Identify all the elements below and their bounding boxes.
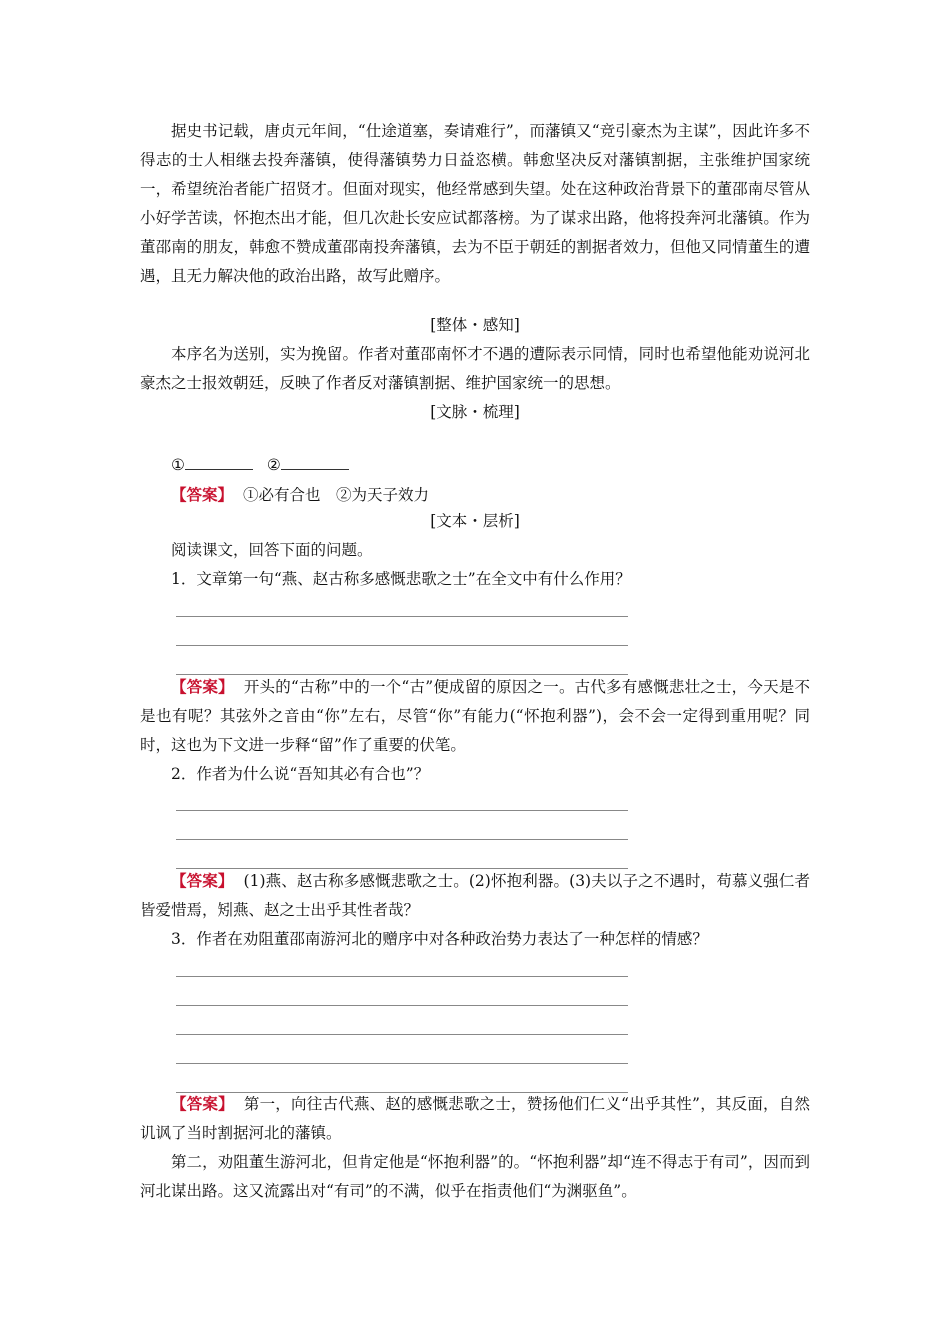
answer-lines-2 xyxy=(140,782,810,869)
answer-line xyxy=(176,948,628,977)
structure-answer-text: ①必有合也 ②为天子效力 xyxy=(243,486,430,504)
question-1: 1．文章第一句“燕、赵古称多感慨悲歌之士”在全文中有什么作用？ xyxy=(171,570,631,588)
overview-text: 本序名为送别，实为挽留。作者对董邵南怀才不遇的遭际表示同情，同时也希望他能劝说河北豪杰之士报效朝廷，反映了作者反对藩镇割据、维护国家统一的思想。 xyxy=(140,345,810,392)
answer-line xyxy=(176,840,628,869)
answer-tag: 【答案】 xyxy=(171,871,234,890)
answer-line xyxy=(176,977,628,1006)
answer-line xyxy=(176,588,628,617)
answer-line xyxy=(176,782,628,811)
question-2: 2．作者为什么说“吾知其必有合也”？ xyxy=(171,765,430,783)
structure-heading: [文脉・梳理] xyxy=(430,403,520,421)
structure-section xyxy=(140,398,810,427)
answer-line xyxy=(176,811,628,840)
answer-lines-3 xyxy=(140,948,810,1093)
answer-1-text: 开头的“古称”中的一个“古”便成留的原因之一。古代多有感慨悲壮之士，今天是不是也有呢？其弦外之音由“你”左右，尽管“你”有能力(“怀抱利器”)，会不会一定得到重用呢？同时，这也为下文进一步释“留”作了重要的伏笔。 xyxy=(140,678,810,754)
overview-heading: [整体・感知] xyxy=(430,316,520,334)
blank-row xyxy=(140,451,810,480)
answer-3-block xyxy=(140,1089,810,1206)
analysis-heading: [文本・层析] xyxy=(430,512,520,530)
answer-line xyxy=(176,1006,628,1035)
structure-blanks xyxy=(140,451,810,510)
answer-2-text: (1)燕、赵古称多感慨悲歌之士。(2)怀抱利器。(3)夫以子之不遇时，苟慕义强仁者皆爱惜焉，矧燕、赵之士出乎其性者哉？ xyxy=(140,872,810,919)
answer-tag: 【答案】 xyxy=(171,677,234,696)
analysis-section xyxy=(140,507,810,594)
answer-line xyxy=(176,617,628,646)
answer-2 xyxy=(140,866,810,925)
structure-answer xyxy=(140,480,810,510)
intro-block xyxy=(140,117,810,291)
answer-line xyxy=(176,1035,628,1064)
answer-1 xyxy=(140,672,810,760)
answer-3-continued: 第二，劝阻董生游河北，但肯定他是“怀抱利器”的。“怀抱利器”却“连不得志于有司”，因而到河北谋出路。这又流露出对“有司”的不满，似乎在指责他们“为渊驱鱼”。 xyxy=(140,1153,810,1200)
intro-paragraph: 据史书记载，唐贞元年间，“仕途道塞，奏请难行”，而藩镇又“竞引豪杰为主谋”，因此许多不得志的士人相继去投奔藩镇，使得藩镇势力日益恣横。韩愈坚决反对藩镇割据，主张维护国家统一，希望统治者能广招贤才。但面对现实，他经常感到失望。处在这种政治背景下的董邵南尽管从小好学苦读，怀抱杰出才能，但几次赴长安应试都落榜。为了谋求出路，他将投奔河北藩镇。作为董邵南的朋友，韩愈不赞成董邵南投奔藩镇，去为不臣于朝廷的割据者效力，但他又同情董生的遭遇，且无力解决他的政治出路，故写此赠序。 xyxy=(140,122,810,285)
blank-1-label: ① xyxy=(171,456,185,474)
blank-2-line xyxy=(281,455,349,470)
blank-1-line xyxy=(185,455,253,470)
answer-line xyxy=(176,646,628,675)
answer-1-block xyxy=(140,672,810,789)
overview-section xyxy=(140,311,810,398)
question-3: 3．作者在劝阻董邵南游河北的赠序中对各种政治势力表达了一种怎样的情感？ xyxy=(171,930,708,948)
answer-3 xyxy=(140,1089,810,1148)
answer-tag: 【答案】 xyxy=(171,485,234,504)
blank-2-label: ② xyxy=(266,456,281,474)
answer-2-block xyxy=(140,866,810,954)
answer-tag: 【答案】 xyxy=(171,1094,234,1113)
answer-lines-1 xyxy=(140,588,810,675)
analysis-instruction: 阅读课文，回答下面的问题。 xyxy=(171,541,373,559)
answer-3-text: 第一，向往古代燕、赵的感慨悲歌之士，赞扬他们仁义“出乎其性”，其反面，自然讥讽了当时割据河北的藩镇。 xyxy=(140,1095,810,1142)
